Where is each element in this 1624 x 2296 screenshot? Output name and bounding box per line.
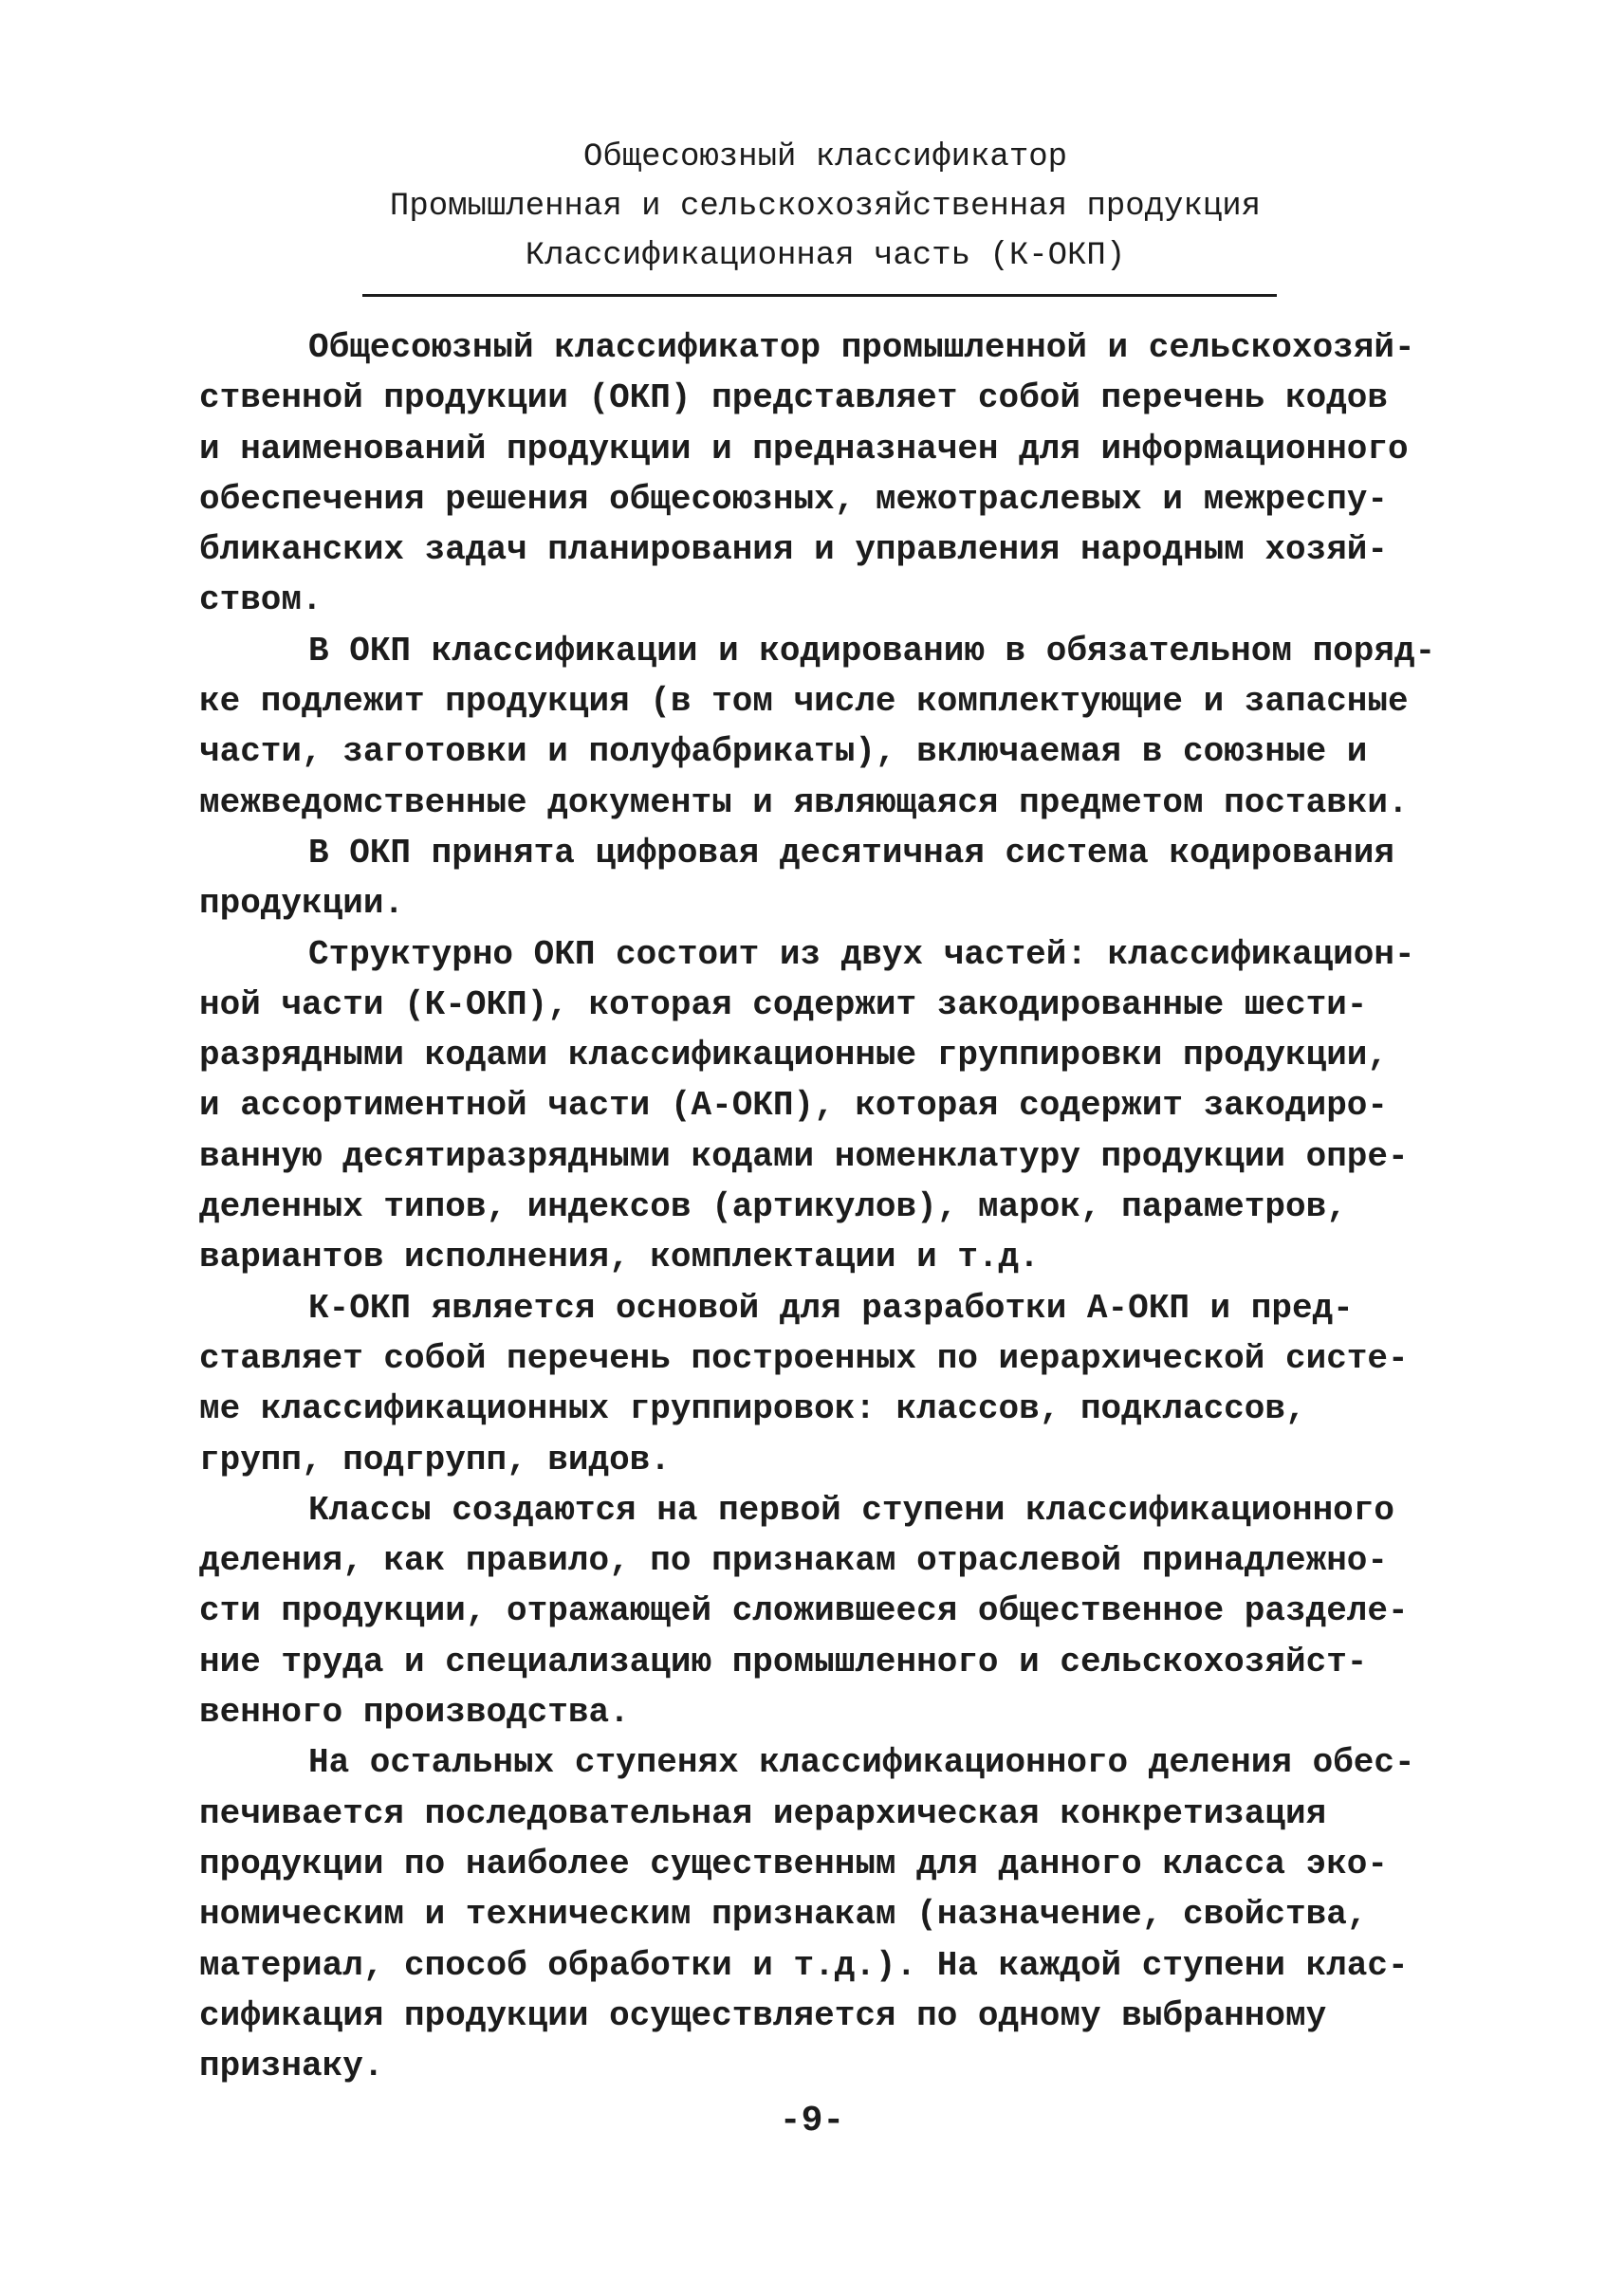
text-line: сти продукции, отражающей сложившееся общественное разделе- [199,1591,1409,1631]
text-line: ке подлежит продукция (в том числе комплектующие и запасные [199,682,1409,722]
text-line: В ОКП принята цифровая десятичная система кодирования [308,833,1394,872]
paragraph-structure [199,929,1451,1283]
text-line: вариантов исполнения, комплектации и т.д. [199,1238,1040,1277]
text-line: сификация продукции осуществляется по одному выбранному [199,1995,1327,2035]
text-line: деления, как правило, по признакам отраслевой принадлежно- [199,1541,1389,1581]
text-line: признаку. [199,2047,384,2086]
document-body [199,322,1451,2091]
text-line: ной части (К-ОКП), которая содержит закодированные шести- [199,984,1368,1024]
text-line: ме классификационных группировок: классов, подклассов, [199,1389,1306,1429]
text-line: Структурно ОКП состоит из двух частей: классификацион- [308,934,1415,974]
text-line: и ассортиментной части (А-ОКП), которая содержит закодиро- [199,1086,1389,1126]
text-line: части, заготовки и полуфабрикаты), включаемая в союзные и [199,732,1368,772]
text-line: В ОКП классификации и кодированию в обязательном поряд- [308,631,1436,670]
text-line: Классы создаются на первой ступени классификационного [308,1490,1394,1530]
paragraph-intro [199,322,1451,626]
text-line: обеспечения решения общесоюзных, межотраслевых и межреспу- [199,479,1389,519]
text-line: венного производства. [199,1693,630,1733]
text-line: и наименований продукции и предназначен для информационного [199,429,1409,468]
text-line: разрядными кодами классификационные группировки продукции, [199,1036,1389,1075]
paragraph-coding-system [199,828,1451,929]
text-line: номическим и техническим признакам (назначение, свойства, [199,1895,1368,1935]
text-line: деленных типов, индексов (артикулов), марок, параметров, [199,1187,1347,1227]
text-line: межведомственные документы и являющаяся предметом поставки. [199,782,1409,822]
document-header [360,133,1290,281]
paragraph-levels [199,1737,1451,2091]
text-line: ством. [199,580,323,620]
paragraph-scope [199,626,1451,828]
text-line: ственной продукции (ОКП) представляет собой перечень кодов [199,378,1389,418]
text-line: продукции. [199,884,405,924]
text-line: групп, подгрупп, видов. [199,1440,671,1479]
text-line: ставляет собой перечень построенных по иерархической систе- [199,1338,1409,1378]
header-underline [362,294,1277,297]
text-line: Общесоюзный классификатор промышленной и сельскохозяй- [308,328,1415,367]
text-line: материал, способ обработки и т.д.). На каждой ступени клас- [199,1945,1409,1985]
paragraph-k-okp [199,1283,1451,1485]
header-section-title: Классификационная часть (К-ОКП) [525,238,1126,274]
header-classifier-title: Общесоюзный классификатор [582,139,1068,175]
text-line: бликанских задач планирования и управления народным хозяй- [199,530,1389,570]
text-line: продукции по наиболее существенным для данного класса эко- [199,1844,1389,1883]
text-line: К-ОКП является основой для разработки А-ОКП и пред- [308,1288,1354,1328]
text-line: печивается последовательная иерархическая конкретизация [199,1793,1327,1833]
text-line: На остальных ступенях классификационного деления обес- [308,1743,1415,1783]
text-line: ние труда и специализацию промышленного и сельскохозяйст- [199,1642,1368,1681]
text-line: ванную десятиразрядными кодами номенклатуру продукции опре- [199,1136,1409,1176]
header-product-category: Промышленная и сельскохозяйственная продукция [389,189,1262,225]
paragraph-classes [199,1485,1451,1737]
page-number: -9- [779,2101,845,2141]
